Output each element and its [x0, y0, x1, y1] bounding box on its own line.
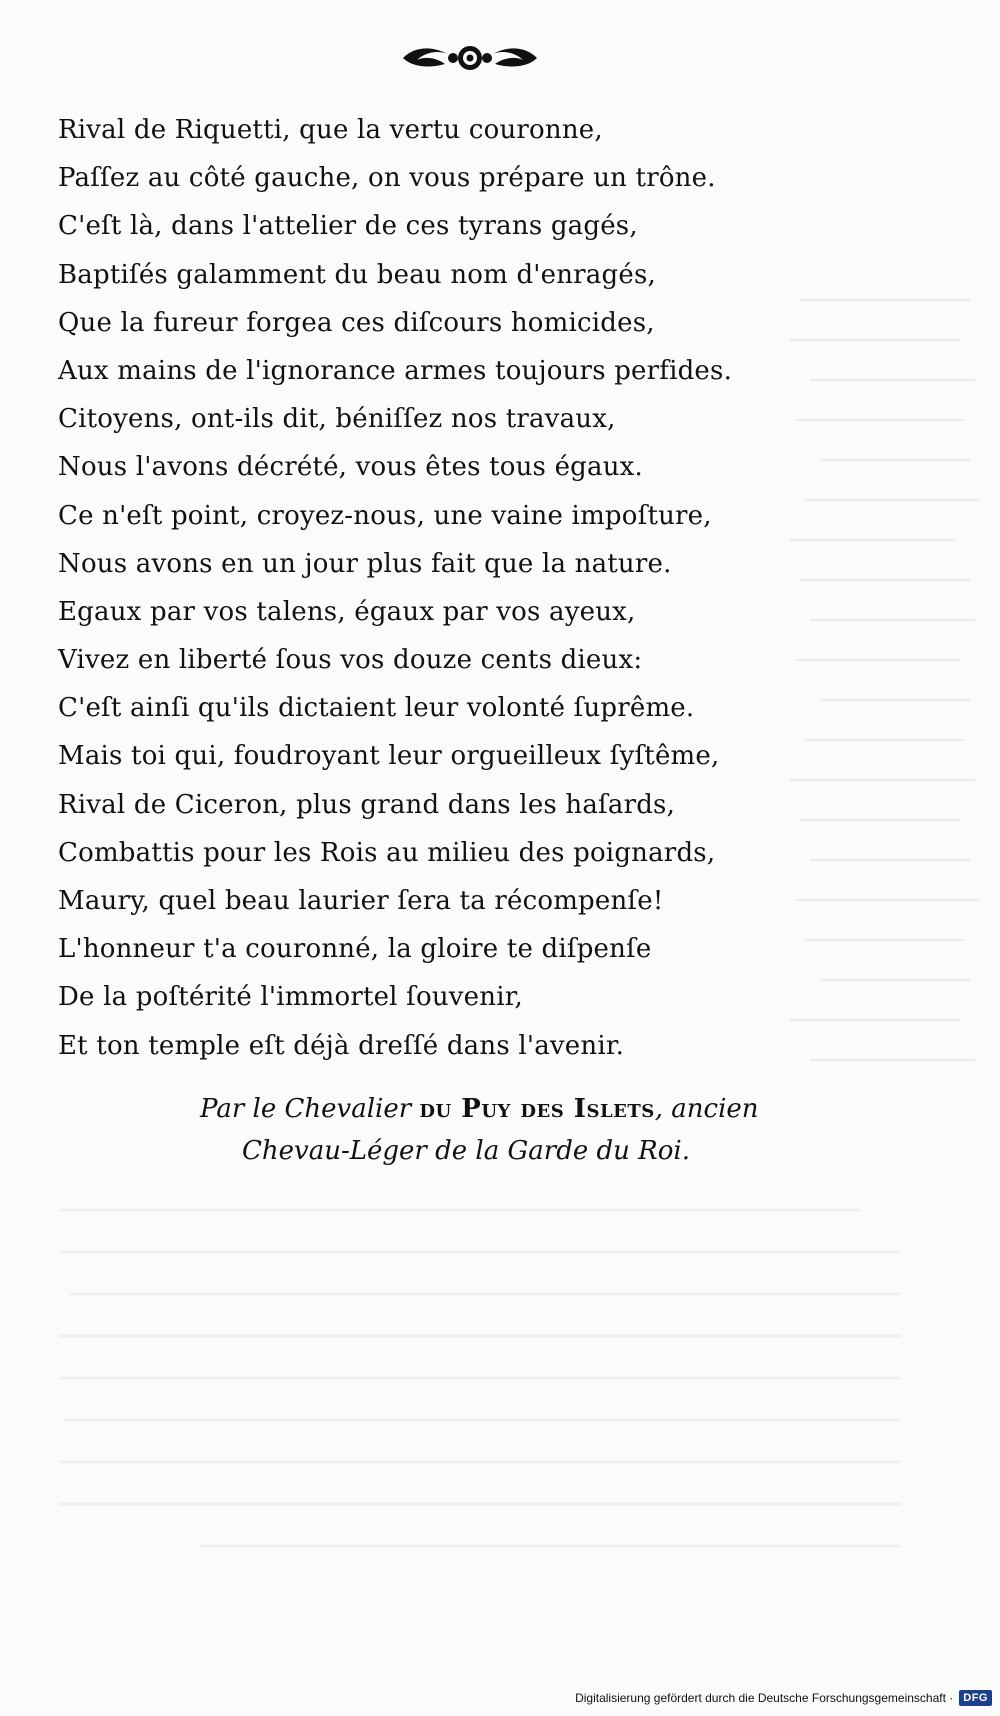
verse-line: C'eſt là, dans l'attelier de ces tyrans gagés, — [58, 211, 638, 242]
verse-line: Citoyens, ont-ils dit, béniſſez nos travaux, — [58, 404, 616, 435]
verse-line: Vivez en liberté ſous vos douze cents dieux: — [58, 645, 643, 676]
verse-line: Mais toi qui, foudroyant leur orgueilleux ſyſtême, — [58, 741, 720, 772]
verse-line: Nous avons en un jour plus fait que la nature. — [58, 548, 672, 579]
verse-line: Rival de Ciceron, plus grand dans les haſards, — [58, 789, 676, 820]
bleed-through-strokes — [780, 280, 980, 1140]
verse-line: Que la fureur forgea ces diſcours homicides, — [58, 307, 655, 338]
verse-line: Et ton temple eſt déjà dreſſé dans l'avenir. — [58, 1030, 625, 1061]
attribution-suffix: , ancien — [654, 1094, 759, 1124]
verse-line: Rival de Riquetti, que la vertu couronne, — [58, 115, 603, 145]
attribution-line-1 — [200, 1088, 920, 1130]
verse-line: C'eſt ainſi qu'ils dictaient leur volonté ſuprême. — [58, 693, 695, 724]
attribution-prefix: Par le Chevalier — [200, 1094, 412, 1124]
verse-line: Nous l'avons décrété, vous êtes tous égaux. — [58, 452, 643, 483]
bleed-through-texture — [780, 280, 980, 1140]
ornament-icon — [395, 38, 545, 78]
bleed-through-texture-lower — [40, 1190, 920, 1590]
attribution — [200, 1088, 920, 1172]
bleed-through-strokes-lower — [40, 1190, 920, 1590]
verse-line: Combattis pour les Rois au milieu des poignards, — [58, 837, 716, 868]
dfg-logo[interactable]: DFG — [959, 1690, 992, 1706]
verse-line: Aux mains de l'ignorance armes toujours perfides. — [58, 355, 733, 386]
poem — [58, 106, 778, 1070]
verse-line: Baptiſés galamment du beau nom d'enragés, — [58, 259, 656, 290]
verse-line: De la poſtérité l'immortel ſouvenir, — [58, 982, 523, 1013]
footer-credit: Digitalisierung gefördert durch die Deutsche Forschungsgemeinschaft · — [575, 1691, 954, 1705]
attribution-line-2: Chevau-Léger de la Garde du Roi. — [242, 1136, 690, 1166]
author-name: du Puy des Islets — [419, 1094, 655, 1124]
verse-line: Egaux par vos talens, égaux par vos ayeux, — [58, 596, 636, 627]
verse-line: Paſſez au côté gauche, on vous prépare un trône. — [58, 163, 716, 194]
digitization-footer — [575, 1688, 992, 1708]
verse-line: Ce n'eſt point, croyez-nous, une vaine impoſture, — [58, 500, 712, 531]
verse-line: L'honneur t'a couronné, la gloire te diſpenſe — [58, 934, 652, 965]
verse-line: Maury, quel beau laurier ſera ta récompenſe! — [58, 886, 664, 916]
